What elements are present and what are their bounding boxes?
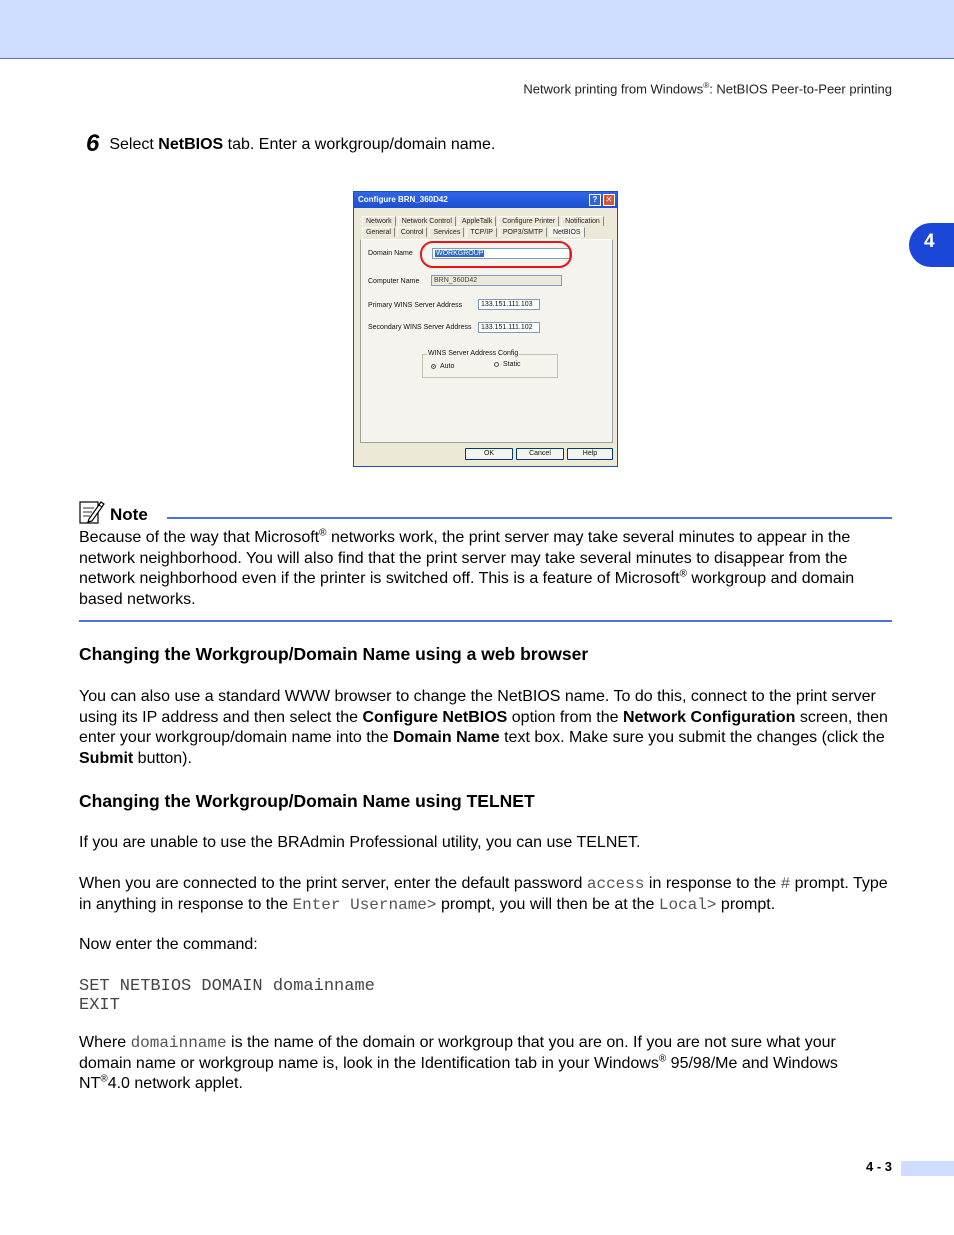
chapter-tab: [909, 223, 954, 267]
paragraph-enter-command: Now enter the command:: [79, 936, 258, 953]
note-divider-top: [167, 517, 892, 519]
note-divider-bottom: [79, 620, 892, 622]
radio-auto[interactable]: Auto: [431, 363, 454, 370]
tab-control[interactable]: Control: [397, 227, 428, 237]
dialog-tabs-row1: [362, 216, 606, 226]
wins-config-label: WINS Server Address Config: [428, 350, 519, 357]
tab-pop3-smtp[interactable]: POP3/SMTP: [499, 227, 547, 237]
cancel-button[interactable]: Cancel: [516, 448, 564, 460]
tab-notification[interactable]: Notification: [561, 216, 604, 226]
step-number: 6: [86, 130, 100, 157]
footer-bar: [901, 1161, 954, 1176]
note-pencil-icon: [79, 499, 105, 525]
heading-telnet: Changing the Workgroup/Domain Name using TELNET: [79, 791, 535, 811]
domain-name-input[interactable]: WORKGROUP: [432, 248, 570, 259]
tab-network-control[interactable]: Network Control: [398, 216, 456, 226]
highlight-circle: [420, 241, 572, 268]
tab-appletalk[interactable]: AppleTalk: [458, 216, 496, 226]
secondary-wins-input[interactable]: 133.151.111.102: [478, 322, 540, 333]
computer-name-label: Computer Name: [368, 278, 420, 285]
dialog-titlebar: [354, 192, 617, 208]
dialog-title: Configure BRN_360D42: [358, 195, 448, 204]
tab-netbios[interactable]: NetBIOS: [549, 227, 585, 237]
chapter-number: 4: [924, 231, 935, 252]
page-number: 4 - 3: [865, 1159, 892, 1174]
primary-wins-input[interactable]: 133.151.111.103: [478, 299, 540, 310]
paragraph-domainname: Where domainname is the name of the domain or workgroup that you are on. If you are not sure what your domain name or workgroup name is, look in the Identification tab in your Windows® 95/98/Me and Windows NT®4.0 network applet.: [79, 1034, 838, 1092]
note-title: Note: [110, 505, 148, 524]
header-band: [0, 0, 954, 59]
tab-tcpip[interactable]: TCP/IP: [466, 227, 497, 237]
configure-dialog: [353, 191, 618, 467]
help-icon[interactable]: ?: [589, 194, 601, 206]
paragraph-telnet-intro: If you are unable to use the BRAdmin Professional utility, you can use TELNET.: [79, 834, 641, 851]
running-header: Network printing from Windows®: NetBIOS Peer-to-Peer printing: [523, 81, 892, 97]
netbios-panel: [360, 239, 613, 443]
radio-static[interactable]: Static: [494, 361, 521, 368]
tab-configure-printer[interactable]: Configure Printer: [498, 216, 559, 226]
secondary-wins-label: Secondary WINS Server Address: [368, 324, 472, 331]
close-icon[interactable]: ✕: [603, 194, 615, 206]
step-instruction: 6 Select NetBIOS tab. Enter a workgroup/domain name.: [86, 130, 496, 157]
computer-name-field: BRN_360D42: [431, 275, 562, 286]
radio-auto-icon: [431, 364, 436, 369]
tab-network[interactable]: Network: [362, 216, 396, 226]
note-body: Because of the way that Microsoft® networks work, the print server may take several minutes to appear in the network neighborhood. You will also find that the print server may take several minutes to disappear from the network neighborhood even if the printer is switched off. This is a feature of Microsoft® workgroup and domain based networks.: [79, 527, 855, 608]
wins-config-group: [422, 350, 558, 378]
tab-general[interactable]: General: [362, 227, 395, 237]
tab-services[interactable]: Services: [429, 227, 464, 237]
primary-wins-label: Primary WINS Server Address: [368, 302, 463, 309]
domain-name-label: Domain Name: [368, 250, 413, 257]
radio-static-icon: [494, 362, 499, 367]
help-button[interactable]: Help: [567, 448, 613, 460]
code-line-1: SET NETBIOS DOMAIN domainname: [79, 977, 375, 996]
dialog-tabs-row2: [362, 227, 587, 237]
paragraph-telnet-login: When you are connected to the print server, enter the default password access in response to the # prompt. Type in anything in response to the Enter Username> prompt, you will then be at the Local> prompt.: [79, 875, 888, 914]
code-line-2: EXIT: [79, 996, 120, 1015]
ok-button[interactable]: OK: [465, 448, 513, 460]
heading-web-browser: Changing the Workgroup/Domain Name using a web browser: [79, 644, 589, 664]
paragraph-web-browser: You can also use a standard WWW browser to change the NetBIOS name. To do this, connect to the print server using its IP address and then select the Configure NetBIOS option from the Network Configuration screen, then enter your workgroup/domain name into the Domain Name text box. Make sure you submit the changes (click the Submit button).: [79, 688, 888, 767]
